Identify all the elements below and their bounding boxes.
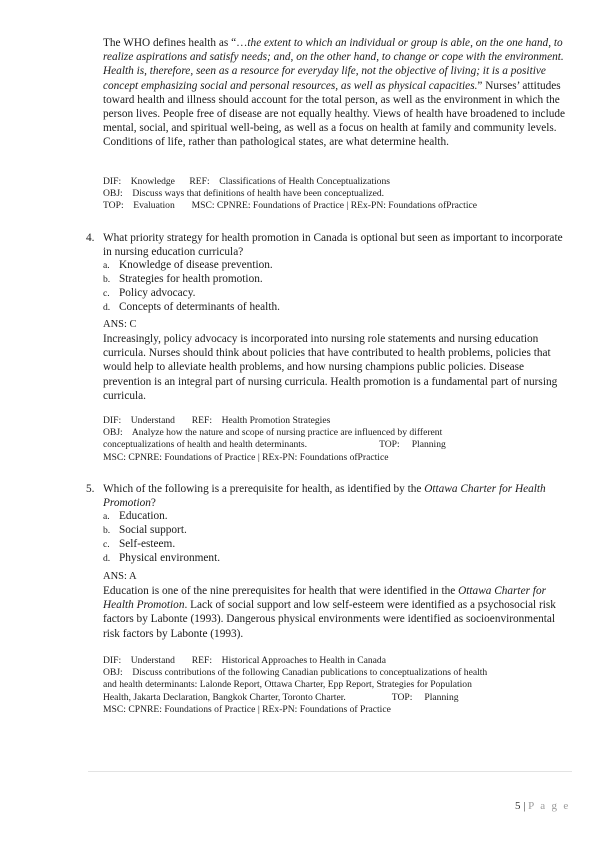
page-number: 5	[514, 800, 521, 812]
rationale-lead: Education is one of the nine prerequisites for health that were identified in the	[103, 585, 459, 597]
top-label: TOP:	[379, 439, 400, 451]
option-b	[103, 523, 563, 537]
option-letter: b.	[103, 525, 111, 537]
q3-metadata	[103, 176, 573, 213]
q5-metadata	[103, 655, 573, 716]
q4-metadata	[103, 415, 573, 464]
option-a	[103, 509, 563, 523]
question-4	[86, 231, 572, 259]
obj-value-cont: conceptualizations of health and health determinants.	[103, 439, 308, 451]
rationale-end: . Lack of social support and low self-esteem were identified as a psychosocial risk factors by Labonte (1993). Dangerous physical environments were identified as socioenvironmental risk factors by Labonte (1993).	[103, 599, 556, 640]
who-quote: the extent to which an individual or group is able, on the one hand, to realize aspirations and satisfy needs; and, on the other hand, to change or cope with the environment. Health is, therefore, seen as a resource for everyday life, not the objective of living; it is a positive concept emphasizing social and personal resources, as well as physical capacities.	[103, 37, 564, 92]
dif-value: Understand	[130, 415, 175, 426]
ref-label: REF:	[191, 415, 213, 426]
option-text: Social support.	[119, 524, 187, 537]
option-c	[103, 286, 563, 300]
question-text-lead: Which of the following is a prerequisite for health, as identified by the	[103, 483, 425, 495]
ref-value: Classifications of Health Conceptualizations	[219, 176, 390, 187]
dif-value: Knowledge	[130, 176, 175, 187]
question-text-end: ?	[150, 497, 156, 509]
question-text: What priority strategy for health promotion in Canada is optional but seen as important to incorporate in nursing education curricula?	[103, 232, 563, 258]
obj-value: Discuss contributions of the following Canadian publications to conceptualizations of health	[132, 667, 488, 679]
option-b	[103, 272, 563, 286]
option-letter: b.	[103, 274, 111, 286]
q5-options	[103, 509, 563, 565]
option-c	[103, 537, 563, 551]
option-text: Strategies for health promotion.	[119, 273, 263, 286]
rationale: Increasingly, policy advocacy is incorporated into nursing role statements and nursing education curricula. Nurses should think about policies that have contributed to health problems, policies that would help to alleviate health problems, and how nursing champions public policies. Disease prevention is an integral part of nursing curricula. Health promotion is a fundamental part of nursing curricula.	[103, 333, 558, 402]
obj-value-cont: Health, Jakarta Declaration, Bangkok Charter, Toronto Charter.	[103, 691, 346, 703]
answer-key: ANS: A	[103, 571, 137, 582]
obj-label: OBJ:	[103, 667, 123, 679]
option-text: Education.	[119, 510, 168, 522]
obj-value: Discuss ways that definitions of health have been conceptualized.	[132, 188, 385, 200]
footer-separator: |	[520, 800, 529, 812]
obj-value-cont: and health determinants: Lalonde Report, Ottawa Charter, Epp Report, Strategies for Population	[103, 679, 472, 691]
option-text: Knowledge of disease prevention.	[119, 259, 273, 271]
charter-title: Ottawa Charter for Health Promotion	[103, 585, 546, 612]
intro-paragraph	[103, 36, 571, 150]
top-value: Planning	[411, 439, 446, 451]
page-label: P a g e	[528, 800, 570, 812]
answer-key: ANS: C	[103, 319, 137, 330]
footer-divider	[88, 771, 572, 772]
option-d	[103, 300, 563, 314]
option-text: Self-esteem.	[119, 538, 176, 551]
dif-label: DIF:	[103, 655, 122, 666]
option-d	[103, 551, 563, 565]
msc-value: MSC: CPNRE: Foundations of Practice | REx-PN: Foundations of Practice	[103, 703, 391, 715]
ref-label: REF:	[189, 176, 210, 187]
top-label: TOP:	[391, 691, 413, 703]
option-text: Policy advocacy.	[119, 287, 196, 300]
question-text	[103, 482, 572, 510]
option-letter: a.	[103, 260, 110, 271]
option-text: Physical environment.	[119, 552, 221, 565]
option-letter: d.	[103, 302, 111, 314]
ref-value: Historical Approaches to Health in Canada	[221, 655, 386, 666]
option-letter: a.	[103, 511, 110, 522]
dif-label: DIF:	[103, 176, 122, 187]
page-footer	[515, 800, 570, 812]
ref-value: Health Promotion Strategies	[221, 415, 331, 426]
option-letter: c.	[103, 539, 110, 551]
option-a	[103, 258, 563, 272]
msc-value: MSC: CPNRE: Foundations of Practice | REx-PN: Foundations ofPractice	[103, 451, 389, 463]
obj-value: Analyze how the nature and scope of nursing practice are influenced by different	[131, 427, 443, 439]
option-text: Concepts of determinants of health.	[119, 301, 280, 314]
obj-label: OBJ:	[103, 427, 123, 439]
question-5	[86, 482, 572, 510]
intro-lead: The WHO defines health as “…	[103, 37, 248, 49]
question-number: 4.	[86, 232, 95, 244]
top-value: Evaluation	[133, 200, 175, 212]
top-value: Planning	[424, 691, 459, 703]
option-letter: d.	[103, 553, 111, 565]
option-letter: c.	[103, 288, 110, 300]
ref-label: REF:	[191, 655, 213, 666]
question-number: 5.	[86, 483, 95, 495]
q4-options	[103, 258, 563, 314]
intro-close: ” Nurses’ attitudes toward health and illness should account for the total person, as well as the environment in which the person lives. People free of disease are not equally healthy. Views of health have broadened to include mental, social, and spiritual well-being, as well as a focus on health at family and community levels. Conditions of life, rather than pathological states, are what determine health.	[103, 79, 566, 149]
dif-label: DIF:	[103, 415, 122, 426]
charter-title: Ottawa Charter for Health Promotion	[103, 483, 546, 509]
obj-label: OBJ:	[103, 188, 123, 200]
msc-value: MSC: CPNRE: Foundations of Practice | REx-PN: Foundations ofPractice	[191, 200, 478, 212]
dif-value: Understand	[130, 655, 175, 666]
rationale	[103, 584, 571, 641]
top-label: TOP:	[103, 200, 124, 212]
